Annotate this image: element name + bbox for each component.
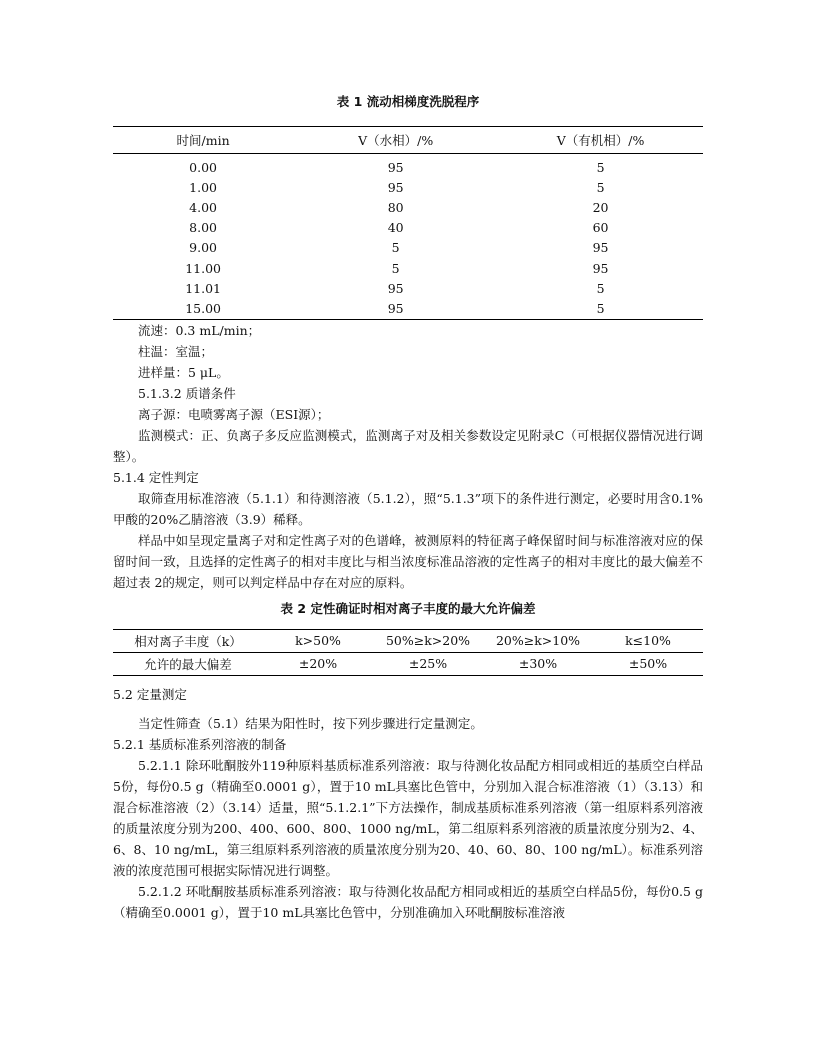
injection-volume-text: 进样量：5 μL。 bbox=[138, 364, 229, 380]
table-cell: 95 bbox=[592, 260, 609, 276]
table-cell: 95 bbox=[387, 159, 404, 175]
quantitative-heading: 5.2 定量测定 bbox=[113, 686, 187, 702]
table-cell: 5 bbox=[596, 179, 605, 195]
matrix-standard-paragraph-1: 5.2.1.1 除环吡酮胺外119种原料基质标准系列溶液：取与待测化妆品配方相同或相近的基质空白样品 5份，每份0.5 g（精确至0.0001 g），置于10 mL具塞比色管中，分别加入混合标准溶液（1）（3.13）和混合标准溶液（2）（3.14）适量，照“5.1.2.1”下方法操作，制成基质标准系列溶液（第一组原料系列溶液的质量浓度分别为200、400、600、800、1000 ng/mL，第二组原料系列溶液的质量浓度分别为2、4、6、8、10 ng/mL，第三组原料系列溶液的质量浓度分别为20、40、60、80、100 ng/mL）。标准系列溶液的浓度范围可根据实际情况进行调整。 bbox=[113, 757, 703, 878]
ion-source-text: 离子源：电喷雾离子源（ESI源）； bbox=[138, 406, 330, 422]
table-cell: 5 bbox=[498, 298, 703, 319]
table1-header-organic: V（有机相）/% bbox=[498, 127, 703, 154]
document-content bbox=[113, 92, 703, 923]
table-cell: 40 bbox=[387, 220, 404, 236]
table-cell: ±50% bbox=[593, 652, 703, 675]
flow-rate-text: 流速：0.3 mL/min； bbox=[138, 322, 261, 338]
table1-gradient-program bbox=[113, 126, 703, 320]
table-cell: 11.00 bbox=[185, 260, 221, 276]
table-row bbox=[113, 629, 703, 652]
table-cell: 9.00 bbox=[189, 240, 218, 256]
table-cell: 8.00 bbox=[189, 220, 218, 236]
matrix-standard-heading: 5.2.1 基质标准系列溶液的制备 bbox=[113, 736, 287, 752]
table1-header-time: 时间/min bbox=[113, 127, 293, 154]
table2-max-deviation bbox=[113, 629, 703, 676]
table1-caption: 表 1 流动相梯度洗脱程序 bbox=[336, 94, 480, 109]
qualitative-heading: 5.1.4 定性判定 bbox=[113, 469, 199, 485]
table-cell: 5 bbox=[391, 260, 400, 276]
table-cell: 1.00 bbox=[189, 179, 218, 195]
table-row bbox=[113, 154, 703, 178]
table-row bbox=[113, 197, 703, 217]
table-cell: k>50% bbox=[263, 629, 373, 652]
table-cell: 5 bbox=[596, 280, 605, 296]
table-row bbox=[113, 238, 703, 258]
table-cell: 50%≥k>20% bbox=[373, 629, 483, 652]
table-cell: 95 bbox=[592, 240, 609, 256]
table-cell: 允许的最大偏差 bbox=[113, 652, 263, 675]
qualitative-paragraph-1: 取筛查用标准溶液（5.1.1）和待测溶液（5.1.2），照“5.1.3”项下的条件进行测定，必要时用含0.1%甲酸的20%乙腈溶液（3.9）稀释。 bbox=[113, 490, 703, 527]
table2-caption: 表 2 定性确证时相对离子丰度的最大允许偏差 bbox=[280, 600, 536, 616]
table1-header-aqueous: V（水相）/% bbox=[293, 127, 498, 154]
table-cell: 5 bbox=[596, 159, 605, 175]
table-cell: 95 bbox=[387, 179, 404, 195]
table1-header-row bbox=[113, 127, 703, 154]
column-temperature-text: 柱温：室温； bbox=[138, 343, 214, 359]
table-cell: 11.01 bbox=[185, 280, 221, 296]
table-cell: 95 bbox=[387, 280, 404, 296]
table-row bbox=[113, 177, 703, 197]
table-cell: 5 bbox=[391, 240, 400, 256]
monitoring-mode-text: 监测模式：正、负离子多反应监测模式，监测离子对及相关参数设定见附录C（可根据仪器情况进行调整）。 bbox=[113, 427, 703, 464]
table-row bbox=[113, 278, 703, 298]
table-cell: ±25% bbox=[373, 652, 483, 675]
table-cell: 15.00 bbox=[113, 298, 293, 319]
matrix-standard-paragraph-2: 5.2.1.2 环吡酮胺基质标准系列溶液：取与待测化妆品配方相同或相近的基质空白样品5份，每份0.5 g（精确至0.0001 g），置于10 mL具塞比色管中，分别准确加入环吡酮胺标准溶液 bbox=[113, 883, 703, 920]
table-cell: 4.00 bbox=[189, 199, 218, 215]
table-cell: 0.00 bbox=[189, 159, 218, 175]
table-row bbox=[113, 298, 703, 319]
table-row bbox=[113, 258, 703, 278]
table-cell: ±30% bbox=[483, 652, 593, 675]
quantitative-intro: 当定性筛查（5.1）结果为阳性时，按下列步骤进行定量测定。 bbox=[138, 715, 483, 731]
qualitative-paragraph-2: 样品中如呈现定量离子对和定性离子对的色谱峰，被测原料的特征离子峰保留时间与标准溶液对应的保留时间一致，且选择的定性离子的相对丰度比与相当浓度标准品溶液的定性离子的相对丰度比的最大偏差不超过表 2的规定，则可以判定样品中存在对应的原料。 bbox=[113, 532, 703, 590]
ms-conditions-heading: 5.1.3.2 质谱条件 bbox=[138, 385, 236, 401]
table-row bbox=[113, 652, 703, 675]
table-cell: 95 bbox=[293, 298, 498, 319]
table-cell: 20 bbox=[592, 199, 609, 215]
table-cell: 相对离子丰度（k） bbox=[113, 629, 263, 652]
table-row bbox=[113, 218, 703, 238]
table-cell: 20%≥k>10% bbox=[483, 629, 593, 652]
table-cell: ±20% bbox=[263, 652, 373, 675]
table-cell: 60 bbox=[592, 220, 609, 236]
table-cell: k≤10% bbox=[593, 629, 703, 652]
table-cell: 80 bbox=[387, 199, 404, 215]
